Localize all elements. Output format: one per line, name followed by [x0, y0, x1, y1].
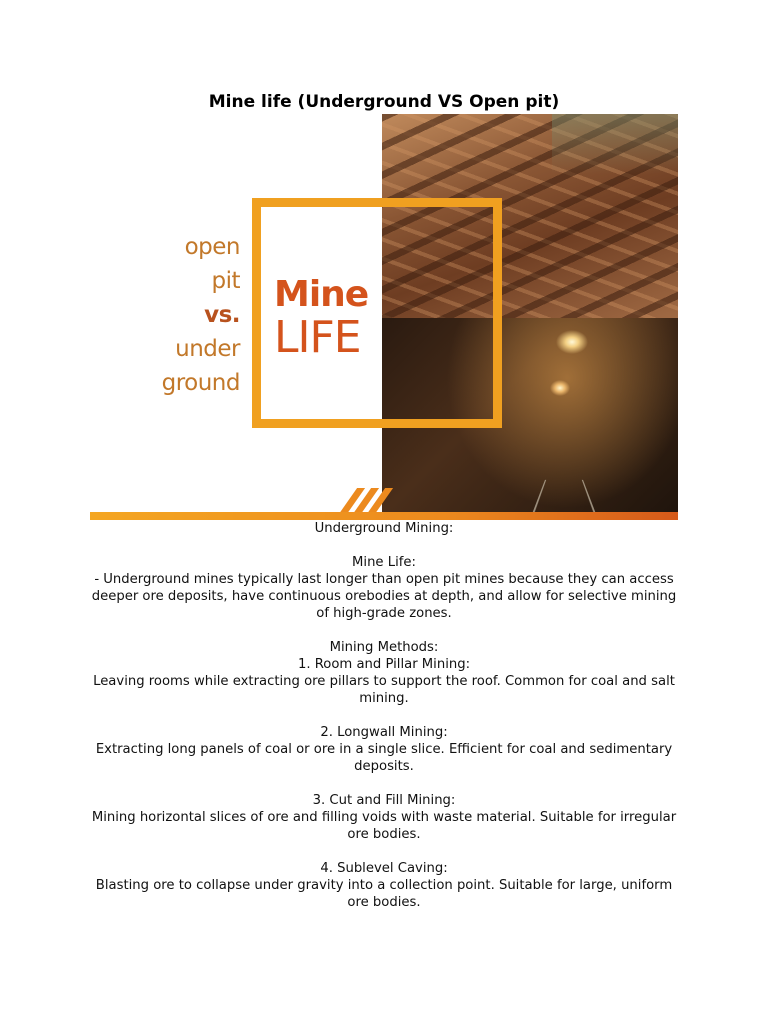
method-title: 1. Room and Pillar Mining: [297, 657, 471, 672]
caption-line-ground: ground [161, 370, 240, 396]
methods-heading: Mining Methods: [329, 640, 439, 655]
life-word: LIFE [274, 312, 361, 363]
caption-line-under: under [175, 336, 240, 362]
method-text: Leaving rooms while extracting ore pillars to support the roof. Common for coal and salt mining. [93, 674, 675, 706]
document-body [90, 520, 678, 911]
bottom-bar [90, 512, 678, 520]
caption-line-vs: vs. [204, 302, 240, 328]
method-text: Extracting long panels of coal or ore in a single slice. Efficient for coal and sedimentary deposits. [95, 742, 673, 774]
method-text: Blasting ore to collapse under gravity into a collection point. Suitable for large, uniform ore bodies. [95, 878, 673, 910]
caption-line-pit: pit [211, 268, 240, 294]
caption-line-open: open [184, 234, 240, 260]
section-heading: Underground Mining: [314, 521, 454, 536]
method-text: Mining horizontal slices of ore and filling voids with waste material. Suitable for irregular ore bodies. [91, 810, 677, 842]
page-title: Mine life (Underground VS Open pit) [208, 92, 560, 112]
method-title: 4. Sublevel Caving: [320, 861, 448, 876]
hero-left-caption [130, 230, 240, 400]
mine-life-text: - Underground mines typically last longer than open pit mines because they can access deeper ore deposits, have continuous orebodies at depth, and allow for selective mining of high-grade zones. [91, 572, 677, 621]
mine-word: Mine [274, 274, 369, 315]
method-title: 3. Cut and Fill Mining: [312, 793, 456, 808]
mine-life-heading: Mine Life: [352, 555, 416, 570]
method-title: 2. Longwall Mining: [320, 725, 448, 740]
hero-image [90, 114, 678, 520]
